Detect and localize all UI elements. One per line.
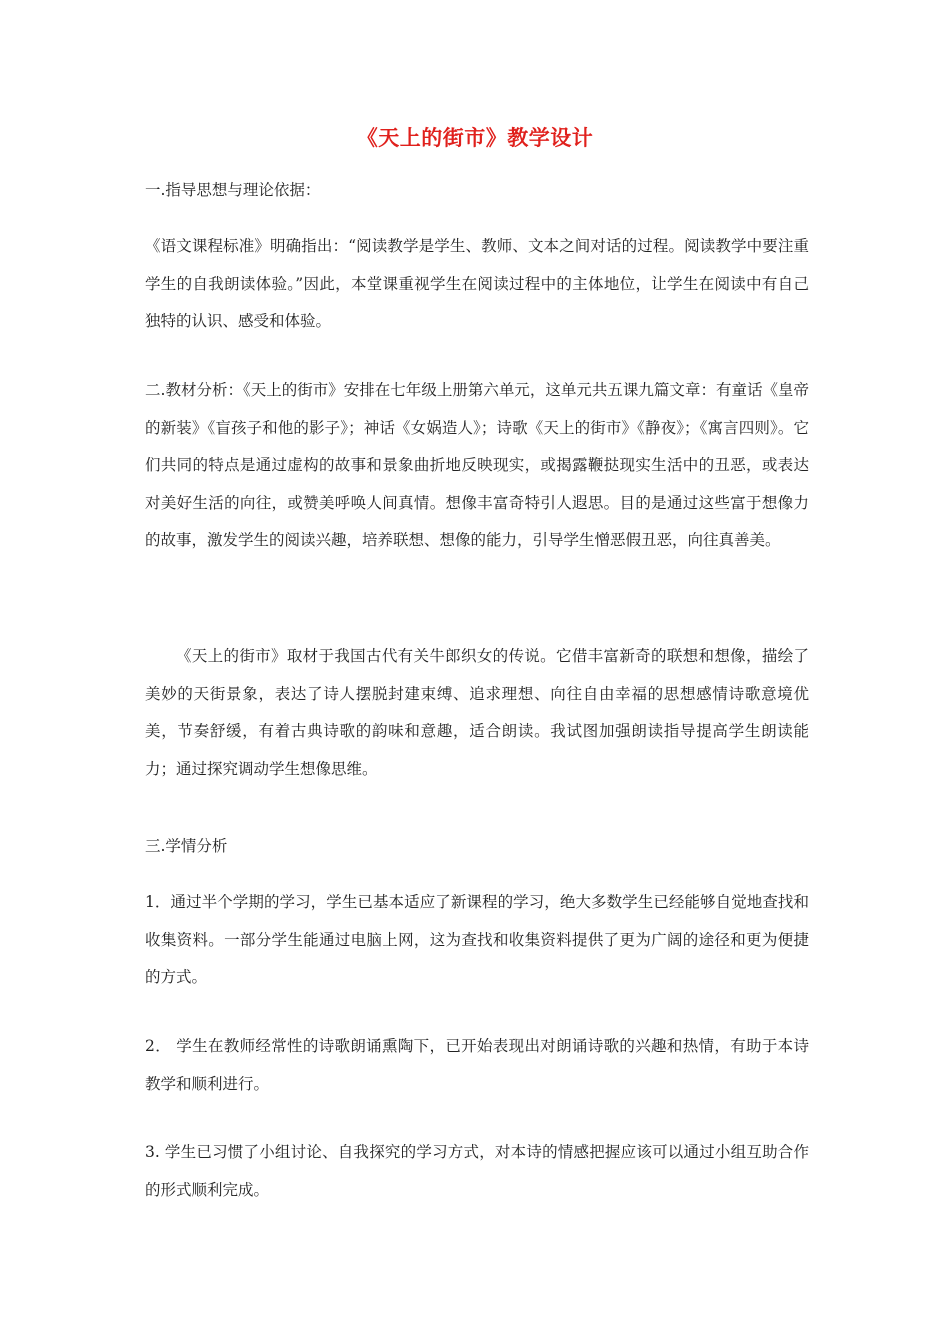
section1-paragraph: 《语文课程标准》明确指出：“阅读教学是学生、教师、文本之间对话的过程。阅读教学中要注重学生的自我朗读体验。”因此，本堂课重视学生在阅读过程中的主体地位，让学生在阅读中有自己独特的认识、感受和体验。 <box>145 237 809 331</box>
section3-item-1: 1．通过半个学期的学习，学生已基本适应了新课程的学习，绝大多数学生已经能够自觉地查找和收集资料。一部分学生能通过电脑上网，这为查找和收集资料提供了更为广阔的途径和更为便捷的方式。 <box>145 893 809 987</box>
section3-item-3: 3. 学生已习惯了小组讨论、自我探究的学习方式，对本诗的情感把握应该可以通过小组互助合作的形式顺利完成。 <box>145 1143 809 1199</box>
section2-paragraph-analysis: 二.教材分析：《天上的街市》安排在七年级上册第六单元，这单元共五课九篇文章：有童话《皇帝的新装》《盲孩子和他的影子》；神话《女娲造人》；诗歌《天上的街市》《静夜》；《寓言四则》。它们共同的特点是通过虚构的故事和景象曲折地反映现实，或揭露鞭挞现实生活中的丑恶，或表达对美好生活的向往，或赞美呼唤人间真情。想像丰富奇特引人遐思。目的是通过这些富于想像力的故事，激发学生的阅读兴趣，培养联想、想像的能力，引导学生憎恶假丑恶，向往真善美。 <box>145 381 809 550</box>
document-title: 《天上的街市》教学设计 <box>356 125 594 150</box>
section1-heading: 一.指导思想与理论依据： <box>145 181 321 199</box>
section3-heading: 三.学情分析 <box>145 837 228 855</box>
section3-item-2: 2． 学生在教师经常性的诗歌朗诵熏陶下，已开始表现出对朗诵诗歌的兴趣和热情，有助于本诗教学和顺利进行。 <box>145 1037 809 1093</box>
section2-paragraph-poem: 《天上的街市》取材于我国古代有关牛郎织女的传说。它借丰富新奇的联想和想像，描绘了美妙的天街景象，表达了诗人摆脱封建束缚、追求理想、向往自由幸福的思想感情诗歌意境优美，节奏舒缓，有着古典诗歌的韵味和意趣，适合朗读。我试图加强朗读指导提高学生朗读能力；通过探究调动学生想像思维。 <box>145 647 809 778</box>
